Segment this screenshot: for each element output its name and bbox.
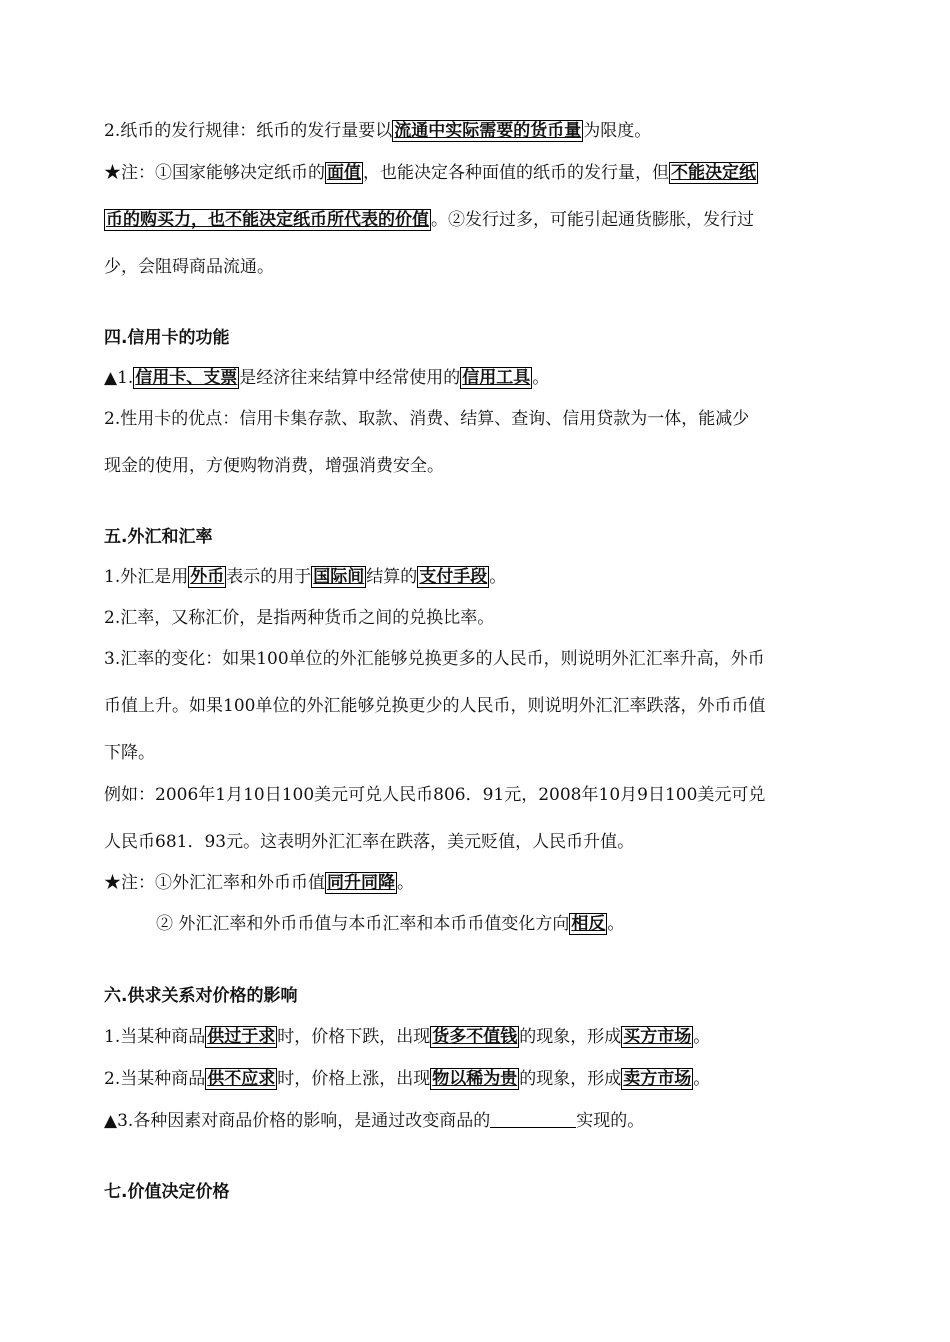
keyword-box: 币的购买力，也不能决定纸币所代表的价值 [106,210,429,230]
text: 结算的 [366,567,418,587]
section-5-line-5: 下降。 [104,743,155,763]
section-5-line-6: 例如：2006年1月10日100美元可兑人民币806．91元，2008年10月9日100美元可兑 [104,785,766,805]
section-5-line-3: 3.汇率的变化：如果100单位的外汇能够兑换更多的人民币，则说明外汇汇率升高，外币 [104,649,765,669]
text: 的现象，形成 [519,1069,622,1089]
section-6-line-2 [104,1066,864,1092]
keyword-box: 流通中实际需要的货币量 [394,121,582,141]
text: ，也能决定各种面值的纸币的发行量，但 [363,163,669,183]
section-4-line-1 [104,365,864,391]
section-4-line-2: 2.性用卡的优点：信用卡集存款、取款、消费、结算、查询、信用贷款为一体，能减少 [104,409,750,429]
paper-note-line-2 [104,207,864,233]
text: 。 [489,567,507,587]
text: ★注：①国家能够决定纸币的 [104,163,325,183]
keyword-box: 不能决定纸 [671,163,756,183]
text: 。 [693,1027,711,1047]
text: 。 [532,368,550,388]
section-6-line-3 [104,1108,864,1134]
text: 2.纸币的发行规律：纸币的发行量要以 [104,121,393,141]
keyword-box: 面值 [327,163,361,183]
text: 。②发行过多，可能引起通货膨胀，发行过 [431,210,754,230]
text: 时，价格下跌，出现 [277,1027,431,1047]
keyword-box: 同升同降 [327,873,395,893]
text: ② 外汇汇率和外币币值与本币汇率和本币币值变化方向 [156,914,570,934]
section-5-note-1 [104,870,864,896]
paper-rule-line [104,118,864,144]
text: ★注：①外汇汇率和外币币值 [104,873,325,893]
text: 实现的。 [576,1111,645,1131]
text: 是经济往来结算中经常使用的 [239,368,461,388]
text: 。 [607,914,625,934]
keyword-box: 国际间 [313,567,365,587]
keyword-box: 供过于求 [207,1027,276,1047]
text: 为限度。 [583,121,652,141]
text: 时，价格上涨，出现 [277,1069,431,1089]
section-6-line-1 [104,1024,864,1050]
section-5-line-4: 币值上升。如果100单位的外汇能够兑换更少的人民币，则说明外汇汇率跌落，外币币值 [104,696,766,716]
section-5-note-2 [156,911,916,937]
paper-note-line-1 [104,160,864,186]
text: 。 [693,1069,711,1089]
keyword-box: 买方市场 [623,1027,692,1047]
text: 少，会阻碍商品流通。 [104,257,274,277]
section-5-line-7: 人民币681．93元。这表明外汇汇率在跌落，美元贬值，人民币升值。 [104,832,635,852]
text: ▲3.各种因素对商品价格的影响，是通过改变商品的 [104,1111,491,1131]
keyword-box: 卖方市场 [623,1069,692,1089]
section-4-line-3: 现金的使用，方便购物消费，增强消费安全。 [104,456,444,476]
text: 1.当某种商品 [104,1027,206,1047]
section-5-line-2: 2.汇率，又称汇价，是指两种货币之间的兑换比率。 [104,608,495,628]
fill-in-blank[interactable] [490,1111,576,1128]
keyword-box: 信用工具 [462,368,531,388]
keyword-box: 支付手段 [419,567,488,587]
text: 的现象，形成 [519,1027,622,1047]
section-4-title: 四.信用卡的功能 [104,328,230,348]
section-6-title: 六.供求关系对价格的影响 [104,986,298,1006]
section-5-line-1 [104,564,864,590]
keyword-box: 物以稀为贵 [432,1069,518,1089]
text: 。 [397,873,414,893]
keyword-box: 信用卡、支票 [135,368,238,388]
keyword-box: 相反 [571,914,606,934]
text: ▲1. [104,368,134,388]
keyword-box: 货多不值钱 [432,1027,518,1047]
text: 1.外汇是用 [104,567,189,587]
paper-note-line-3 [104,254,864,280]
section-7-title: 七.价值决定价格 [104,1182,230,1202]
keyword-box: 外币 [190,567,225,587]
section-5-title: 五.外汇和汇率 [104,527,213,547]
text: 表示的用于 [226,567,312,587]
keyword-box: 供不应求 [207,1069,276,1089]
text: 2.当某种商品 [104,1069,206,1089]
